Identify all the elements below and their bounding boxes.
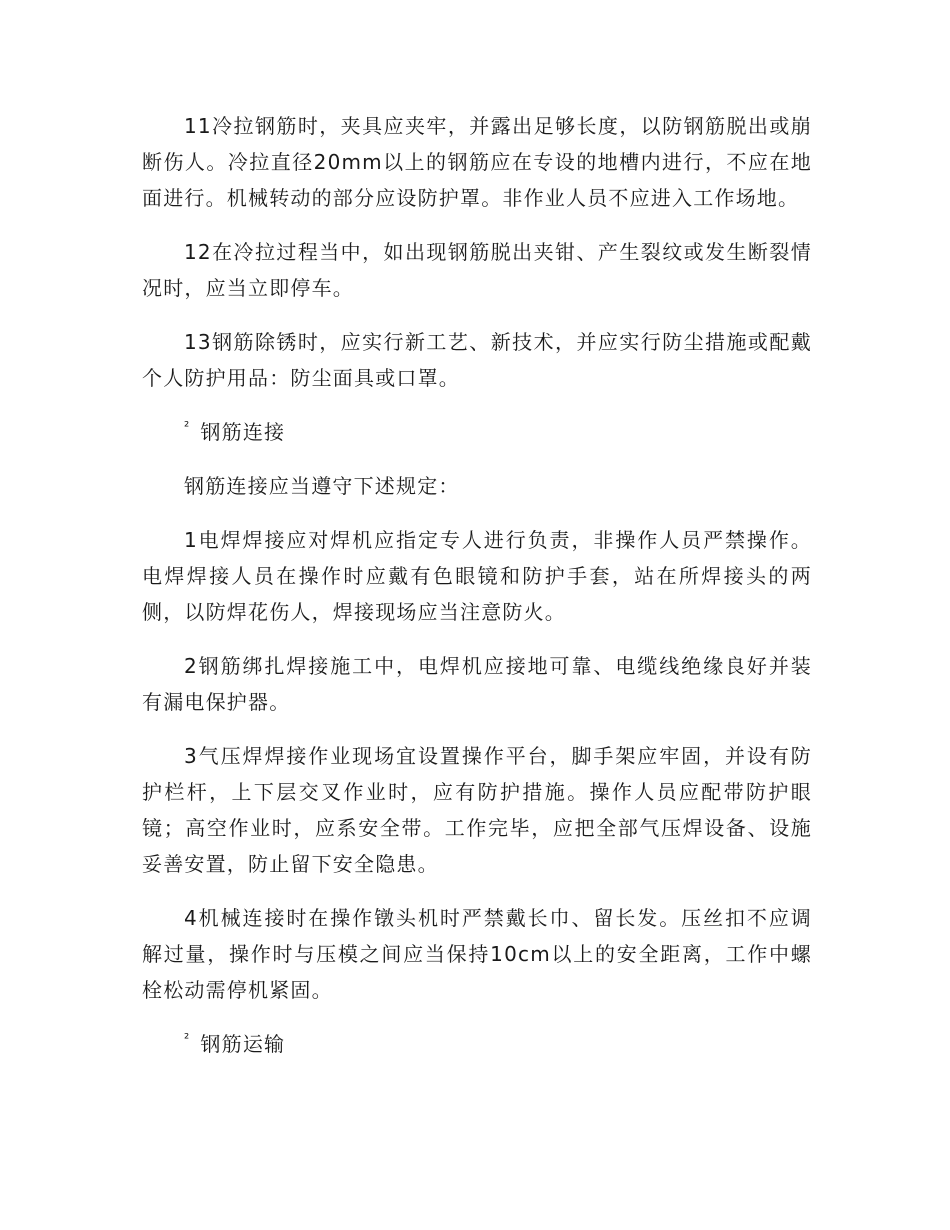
section-heading-text: 钢筋连接 [200,420,286,444]
section-heading-rebar-transport [142,1026,812,1062]
bullet-marker: ² [184,420,191,436]
paragraph-mechanical-connection: 4机械连接时在操作镦头机时严禁戴长巾、留长发。压丝扣不应调解过量，操作时与压模之间应当保持10cm以上的安全距离，工作中螺栓松动需停机紧固。 [142,906,812,1002]
paragraph-gas-pressure-welding: 3气压焊焊接作业现场宜设置操作平台，脚手架应牢固，并设有防护栏杆，上下层交叉作业时，应有防护措施。操作人员应配带防护眼镜；高空作业时，应系安全带。工作完毕，应把全部气压焊设备、设施妥善安置，防止留下安全隐患。 [142,744,812,876]
section-heading-rebar-connection [142,414,812,450]
section-heading-text: 钢筋运输 [200,1032,286,1056]
paragraph-rust-removal: 13钢筋除锈时，应实行新工艺、新技术，并应实行防尘措施或配戴个人防护用品：防尘面具或口罩。 [142,330,812,390]
paragraph-connection-rules-intro: 钢筋连接应当遵守下述规定： [184,474,460,498]
paragraph-welder-grounding: 2钢筋绑扎焊接施工中，电焊机应接地可靠、电缆线绝缘良好并装有漏电保护器。 [142,654,812,714]
paragraph-electric-welding: 1电焊焊接应对焊机应指定专人进行负责，非操作人员严禁操作。电焊焊接人员在操作时应戴有色眼镜和防护手套，站在所焊接头的两侧，以防焊花伤人，焊接现场应当注意防火。 [142,528,812,624]
paragraph-cold-drawing-stop: 12在冷拉过程当中，如出现钢筋脱出夹钳、产生裂纹或发生断裂情况时，应当立即停车。 [142,240,812,300]
document-page [142,108,812,1080]
paragraph-cold-drawing-clamp: 11冷拉钢筋时，夹具应夹牢，并露出足够长度，以防钢筋脱出或崩断伤人。冷拉直径20mm以上的钢筋应在专设的地槽内进行，不应在地面进行。机械转动的部分应设防护罩。非作业人员不应进入工作场地。 [142,114,812,210]
bullet-marker: ² [184,1032,191,1048]
